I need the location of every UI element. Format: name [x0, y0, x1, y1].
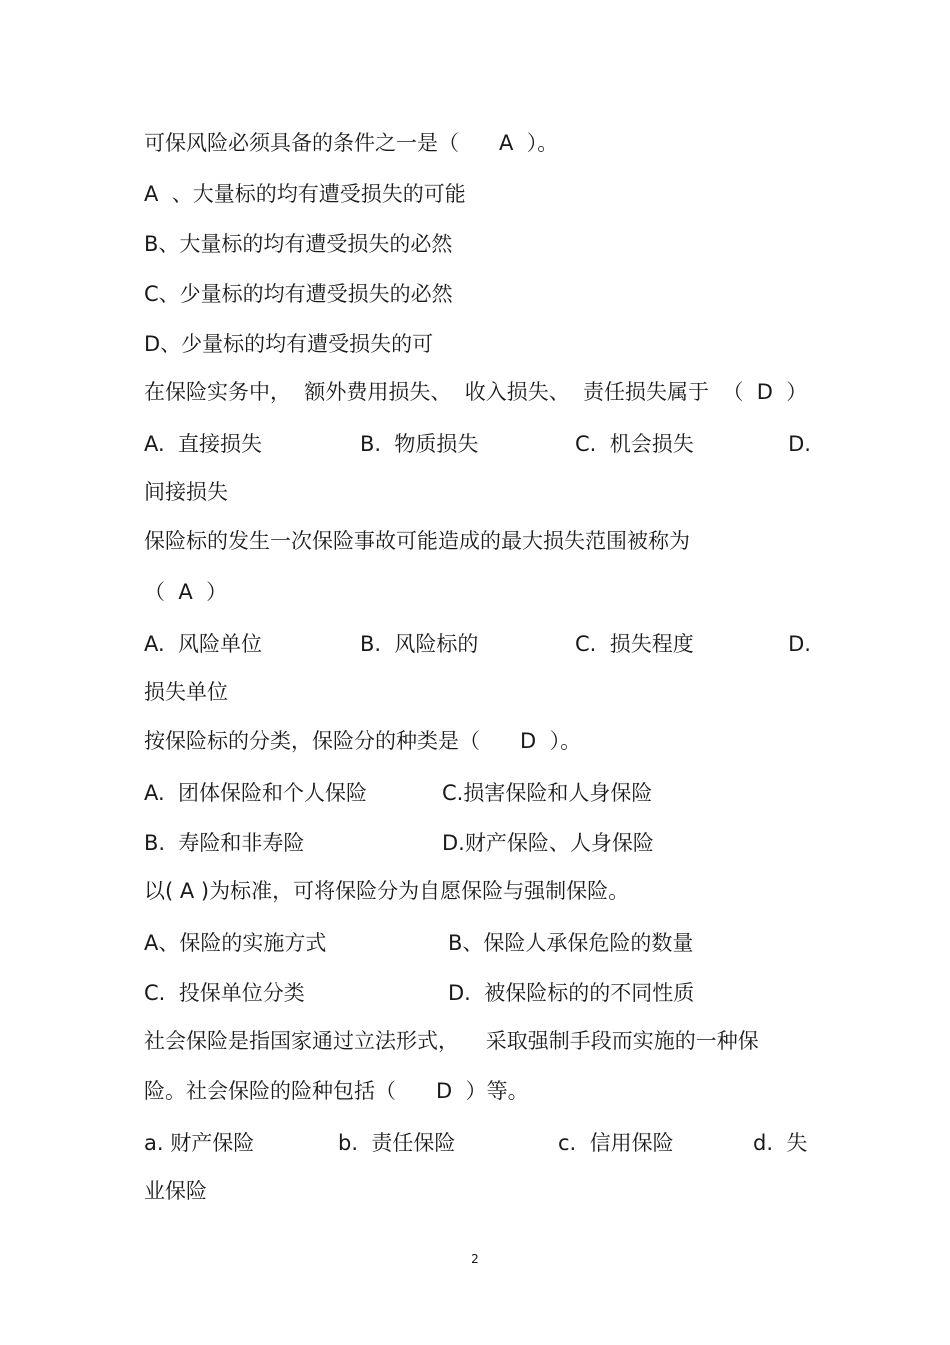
q4-option-c: C.损害保险和人身保险 [442, 781, 653, 805]
page-number: 2 [471, 1252, 479, 1266]
q2-option-b: B. 物质损失 [360, 432, 479, 456]
q3-option-b: B. 风险标的 [360, 632, 479, 656]
q3-option-a: A. 风险单位 [144, 632, 263, 656]
q5-options-row-2 [144, 981, 811, 1005]
q3-stem: 保险标的发生一次保险事故可能造成的最大损失范围被称为 [144, 529, 690, 553]
q2-option-d-label: D. [788, 432, 811, 456]
q6-option-b: b. 责任保险 [338, 1131, 456, 1155]
q2-options-row [144, 432, 811, 456]
q5-option-b: B、保险人承保危险的数量 [448, 931, 694, 955]
q6-options-row [144, 1131, 811, 1155]
q3-option-d-label: D. [788, 632, 811, 656]
q2-stem: 在保险实务中， 额外费用损失、 收入损失、 责任损失属于 （ D ） [144, 380, 808, 404]
q5-options-row-1 [144, 931, 811, 955]
q6-option-c: c. 信用保险 [558, 1131, 674, 1155]
q6-option-d-label: d. 失 [753, 1131, 808, 1155]
q5-option-a: A、保险的实施方式 [144, 931, 327, 955]
q3-option-d-text: 损失单位 [144, 680, 228, 704]
q1-option-a: A 、大量标的均有遭受损失的可能 [144, 182, 466, 206]
q1-option-b: B、大量标的均有遭受损失的必然 [144, 232, 453, 256]
q3-option-c: C. 损失程度 [575, 632, 694, 656]
q1-option-d: D、少量标的均有遭受损失的可 [144, 332, 434, 356]
q6-stem-line-2: 险。社会保险的险种包括（ D ）等。 [144, 1079, 529, 1103]
q4-options-row-2 [144, 831, 811, 855]
q4-option-b: B. 寿险和非寿险 [144, 831, 305, 855]
q4-options-row-1 [144, 781, 811, 805]
q6-option-a: a. 财产保险 [144, 1131, 255, 1155]
q1-stem: 可保风险必须具备的条件之一是（ A ）。 [144, 131, 559, 155]
q2-option-d-text: 间接损失 [144, 480, 228, 504]
q3-options-row [144, 632, 811, 656]
q5-stem: 以( A )为标准，可将保险分为自愿保险与强制保险。 [144, 879, 630, 903]
q5-option-c: C. 投保单位分类 [144, 981, 305, 1005]
q1-option-c: C、少量标的均有遭受损失的必然 [144, 282, 453, 306]
q4-stem: 按保险标的分类，保险分的种类是（ D ）。 [144, 729, 582, 753]
q2-option-c: C. 机会损失 [575, 432, 694, 456]
q4-option-a: A. 团体保险和个人保险 [144, 781, 368, 805]
q6-stem-line-1: 社会保险是指国家通过立法形式， 采取强制手段而实施的一种保 [144, 1029, 759, 1053]
q4-option-d: D.财产保险、人身保险 [442, 831, 654, 855]
q6-option-d-text: 业保险 [144, 1179, 207, 1203]
q3-answer: （ A ） [144, 580, 228, 604]
q5-option-d: D. 被保险标的的不同性质 [448, 981, 695, 1005]
q2-option-a: A. 直接损失 [144, 432, 263, 456]
